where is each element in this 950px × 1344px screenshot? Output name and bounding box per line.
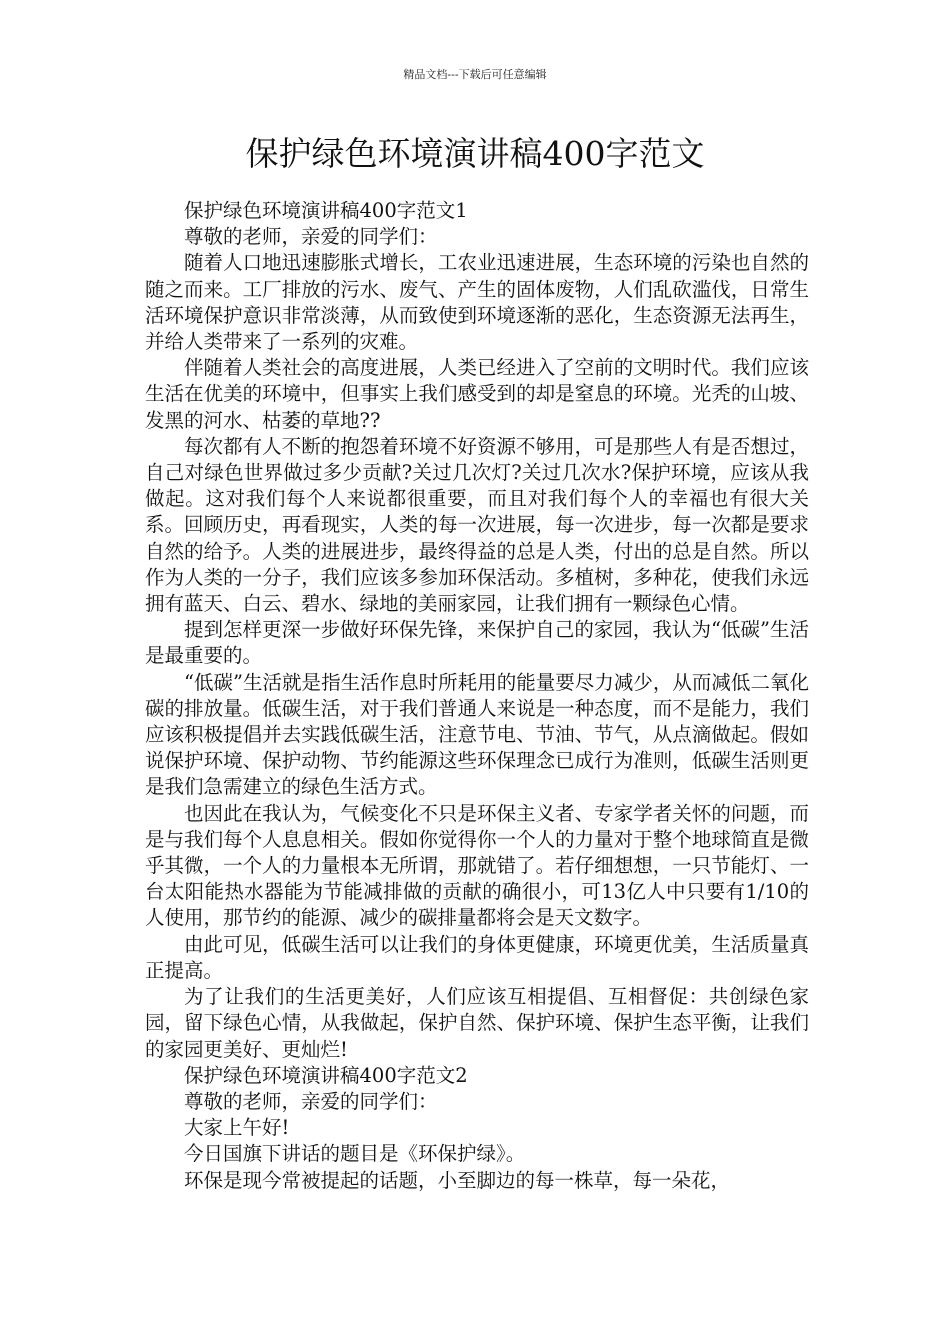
paragraph: 随着人口地迅速膨胀式增长，工农业迅速进展，生态环境的污染也自然的随之而来。工厂排放的污水、废气、产生的固体废物，人们乱砍滥伐，日常生活环境保护意识非常淡薄，从而致使到环境逐渐的恶化，生态资源无法再生，并给人类带来了一系列的灾难。: [145, 251, 809, 354]
paragraph: 保护绿色环境演讲稿400字范文1: [184, 199, 468, 222]
paragraph: 保护绿色环境演讲稿400字范文2: [184, 1063, 468, 1087]
paragraph: 尊敬的老师，亲爱的同学们：: [184, 1089, 438, 1113]
paragraph: 伴随着人类社会的高度进展，人类已经进入了空前的文明时代。我们应该生活在优美的环境中，但事实上我们感受到的却是窒息的环境。光秃的山坡、发黑的河水、枯萎的草地??: [145, 356, 809, 432]
paragraph: 每次都有人不断的抱怨着环境不好资源不够用，可是那些人有是否想过，自己对绿色世界做过多少贡献?关过几次灯?关过几次水?保护环境，应该从我做起。这对我们每个人来说都很重要，而且对我们每个人的幸福也有很大关系。回顾历史，再看现实，人类的每一次进展，每一次进步，每一次都是要求自然的给予。人类的进展进步，最终得益的总是人类，付出的总是自然。所以作为人类的一分子，我们应该多参加环保活动。多植树，多种花，使我们永远拥有蓝天、白云、碧水、绿地的美丽家园，让我们拥有一颗绿色心情。: [145, 434, 809, 616]
paragraph: 也因此在我认为，气候变化不只是环保主义者、专家学者关怀的问题，而是与我们每个人息息相关。假如你觉得你一个人的力量对于整个地球简直是微乎其微，一个人的力量根本无所谓，那就错了。若仔细想想，一只节能灯、一台太阳能热水器能为节能减排做的贡献的确很小，可13亿人中只要有1/10的人使用，那节约的能源、减少的碳排量都将会是天文数字。: [145, 801, 809, 930]
document-title: 保护绿色环境演讲稿400字范文: [245, 134, 705, 173]
header-note: 精品文档---下载后可任意编辑: [403, 68, 547, 81]
paragraph: 大家上午好!: [184, 1116, 290, 1140]
paragraph: 尊敬的老师，亲爱的同学们：: [184, 225, 438, 249]
paragraph: 提到怎样更深一步做好环保先锋，来保护自己的家园，我认为“低碳”生活是最重要的。: [145, 618, 809, 668]
paragraph: 由此可见，低碳生活可以让我们的身体更健康，环境更优美，生活质量真正提高。: [145, 932, 809, 982]
paragraph: 环保是现今常被提起的话题，小至脚边的每一株草，每一朵花，: [184, 1168, 731, 1192]
paragraph: “低碳”生活就是指生活作息时所耗用的能量要尽力减少，从而减低二氧化碳的排放量。低碳生活，对于我们普通人来说是一种态度，而不是能力，我们应该积极提倡并去实践低碳生活，注意节电、节油、节气，从点滴做起。假如说保护环境、保护动物、节约能源这些环保理念已成行为准则，低碳生活则更是我们急需建立的绿色生活方式。: [145, 670, 809, 799]
document-body: [145, 198, 809, 1194]
paragraph: 今日国旗下讲话的题目是《环保护绿》。: [184, 1142, 526, 1166]
paragraph: 为了让我们的生活更美好，人们应该互相提倡、互相督促：共创绿色家园，留下绿色心情，从我做起，保护自然、保护环境、保护生态平衡，让我们的家园更美好、更灿烂!: [145, 985, 809, 1061]
